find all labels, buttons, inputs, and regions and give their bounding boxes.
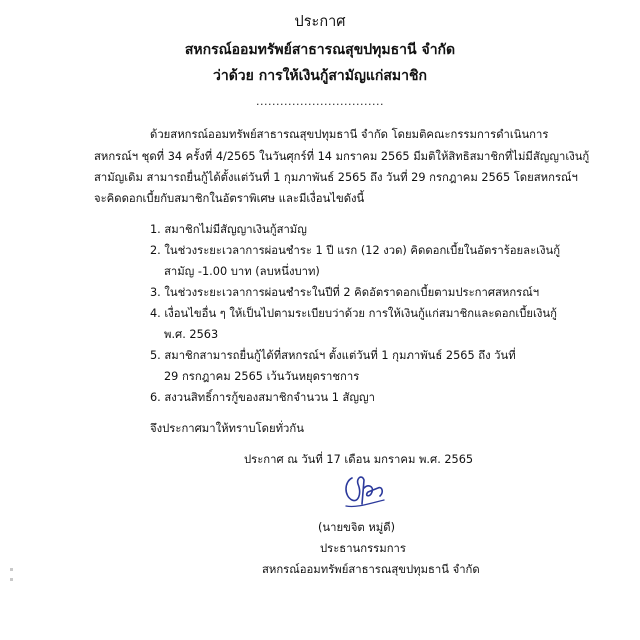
- signatory-position: ประธานกรรมการ: [320, 542, 406, 555]
- condition-4-line-1: 4. เงื่อนไขอื่น ๆ ให้เป็นไปตามระเบียบว่าด้วย การให้เงินกู้แก่สมาชิกและดอกเบี้ยเงินกู้: [150, 307, 557, 320]
- signature-image: [338, 470, 390, 514]
- intro-line-2: สหกรณ์ฯ ชุดที่ 34 ครั้งที่ 4/2565 ในวันศุกร์ที่ 14 มกราคม 2565 มีมติให้สิทธิสมาชิกที่ไม่มีสัญญาเงินกู้: [94, 150, 590, 163]
- intro-line-4: จะคิดดอกเบี้ยกับสมาชิกในอัตราพิเศษ และมีเงื่อนไขดังนี้: [94, 192, 365, 205]
- closing-statement: จึงประกาศมาให้ทราบโดยทั่วกัน: [150, 422, 304, 435]
- condition-5-line-2: 29 กรกฎาคม 2565 เว้นวันหยุดราชการ: [164, 370, 360, 383]
- signatory-name: (นายขจิต หมู่ดี): [318, 521, 395, 534]
- condition-3: 3. ในช่วงระยะเวลาการผ่อนชำระในปีที่ 2 คิดอัตราดอกเบี้ยตามประกาศสหกรณ์ฯ: [150, 286, 540, 299]
- cooperative-name-heading: สหกรณ์ออมทรัพย์สาธารณสุขปทุมธานี จำกัด: [184, 42, 456, 58]
- signatory-organization: สหกรณ์ออมทรัพย์สาธารณสุขปทุมธานี จำกัด: [262, 563, 480, 576]
- scan-speck: [10, 568, 13, 571]
- condition-2-line-1: 2. ในช่วงระยะเวลาการผ่อนชำระ 1 ปี แรก (12 งวด) คิดดอกเบี้ยในอัตราร้อยละเงินกู้: [150, 244, 561, 257]
- announcement-heading: ประกาศ: [294, 14, 346, 30]
- condition-1: 1. สมาชิกไม่มีสัญญาเงินกู้สามัญ: [150, 223, 307, 236]
- intro-line-1: ด้วยสหกรณ์ออมทรัพย์สาธารณสุขปทุมธานี จำกัด โดยมติคณะกรรมการดำเนินการ: [150, 128, 549, 141]
- condition-6: 6. สงวนสิทธิ์การกู้ของสมาชิกจำนวน 1 สัญญา: [150, 391, 375, 404]
- condition-5-line-1: 5. สมาชิกสามารถยื่นกู้ได้ที่สหกรณ์ฯ ตั้งแต่วันที่ 1 กุมภาพันธ์ 2565 ถึง วันที่: [150, 349, 516, 362]
- dotted-divider: ................................: [256, 95, 384, 108]
- scan-speck: [10, 578, 13, 581]
- condition-2-line-2: สามัญ -1.00 บาท (ลบหนึ่งบาท): [164, 265, 320, 278]
- condition-4-line-2: พ.ศ. 2563: [164, 328, 219, 341]
- intro-line-3: สามัญเดิม สามารถยื่นกู้ได้ตั้งแต่วันที่ 1 กุมภาพันธ์ 2565 ถึง วันที่ 29 กรกฎาคม 2565 โดยสหกรณ์ฯ: [94, 171, 578, 184]
- announcement-date: ประกาศ ณ วันที่ 17 เดือน มกราคม พ.ศ. 2565: [244, 453, 474, 466]
- announcement-subject: ว่าด้วย การให้เงินกู้สามัญแก่สมาชิก: [212, 68, 428, 84]
